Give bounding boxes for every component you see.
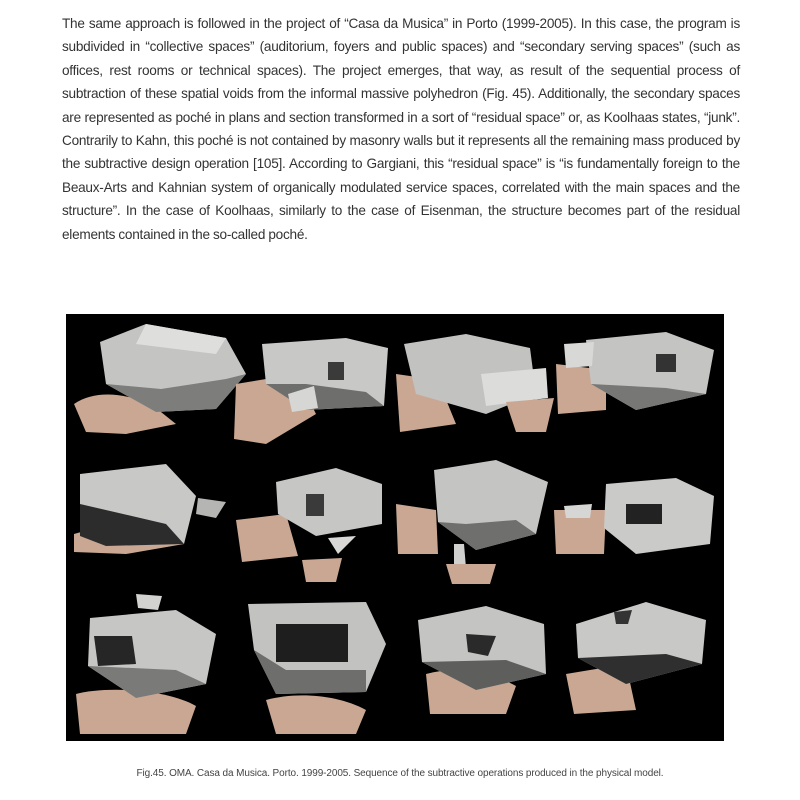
model-photo-12	[566, 602, 706, 714]
body-paragraph: The same approach is followed in the project of “Casa da Musica” in Porto (1999-2005). In this case, the program is subdivided in “collective spaces” (auditorium, foyers and public spaces) and “secondary serving spaces” (such as offices, rest rooms or technical spaces). The project emerges, that way, as result of the sequential process of subtraction of these spatial voids from the informal massive polyhedron (Fig. 45). Additionally, the secondary spaces are represented as poché in plans and section transformed in a sort of “residual space” or, as Koolhaas states, “junk”. Contrarily to Kahn, this poché is not contained by masonry walls but it represents all the remaining mass produced by the subtractive design operation [105]. According to Gargiani, this “residual space” is “is fundamentally foreign to the Beaux-Arts and Kahnian system of organically modulated service spaces, correlated with the main spaces and the structure”. In the case of Koolhaas, similarly to the case of Eisenman, the structure becomes part of the residual elements contained in the so-called poché.	[62, 16, 740, 242]
model-photo-11	[418, 606, 546, 714]
model-photo-4	[556, 332, 714, 414]
model-photo-1	[74, 324, 246, 434]
model-photo-8	[554, 478, 714, 554]
model-photo-2	[234, 338, 388, 444]
figure-caption: Fig.45. OMA. Casa da Musica. Porto. 1999-2005. Sequence of the subtractive operations produced in the physical model.	[136, 768, 664, 779]
figure-model-photo-grid	[66, 314, 724, 741]
model-photo-5	[74, 464, 226, 554]
model-photo-3	[396, 334, 554, 432]
model-photo-10	[248, 602, 386, 734]
model-photo-6	[236, 468, 382, 582]
model-photo-7	[396, 460, 548, 584]
model-photo-9	[76, 594, 216, 734]
